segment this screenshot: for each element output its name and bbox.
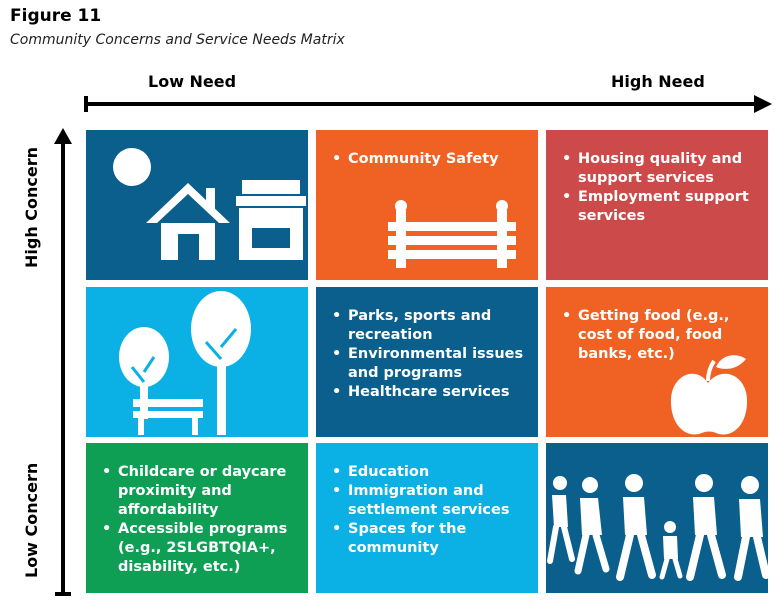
cell-list [328,463,530,558]
cell-high-concern-medium-need [316,130,538,280]
list-item: • Education [328,463,530,482]
list-item: • Spaces for the community [328,520,530,558]
vertical-axis-arrow [52,128,74,598]
list-item: • Housing quality and support services [558,150,760,188]
x-axis-low-label: Low Need [148,72,237,91]
trees-bench-icon [86,287,308,437]
cell-high-concern-low-need [86,130,308,280]
figure-label: Figure 11 [10,6,102,26]
list-item: • Parks, sports and recreation [328,307,530,345]
y-axis-low-label: Low Concern [22,462,41,578]
park-bench-icon [316,130,538,280]
y-axis-high-label: High Concern [22,146,41,268]
cell-list [328,307,530,402]
list-item: • Community Safety [328,150,530,169]
cell-low-concern-low-need [86,443,308,593]
cell-medium-concern-low-need [86,287,308,437]
cell-list [98,463,300,577]
list-item: • Environmental issues and programs [328,345,530,383]
list-item: • Childcare or daycare proximity and affordability [98,463,300,520]
cell-list [558,150,760,226]
list-item: • Employment support services [558,188,760,226]
walking-family-icon [546,443,768,593]
cell-low-concern-medium-need [316,443,538,593]
cell-medium-concern-medium-need [316,287,538,437]
houses-sun-icon [86,130,308,280]
list-item: • Healthcare services [328,383,530,402]
x-axis-high-label: High Need [611,72,705,91]
apple-icon [546,287,768,437]
cell-high-concern-high-need [546,130,768,280]
figure-title: Community Concerns and Service Needs Matrix [10,32,345,48]
cell-low-concern-high-need [546,443,768,593]
list-item: • Immigration and settlement services [328,482,530,520]
horizontal-axis-arrow [84,93,774,115]
list-item: • Accessible programs (e.g., 2SLGBTQIA+, disability, etc.) [98,520,300,577]
list-item: • Getting food (e.g., cost of food, food banks, etc.) [558,307,760,364]
cell-medium-concern-high-need [546,287,768,437]
